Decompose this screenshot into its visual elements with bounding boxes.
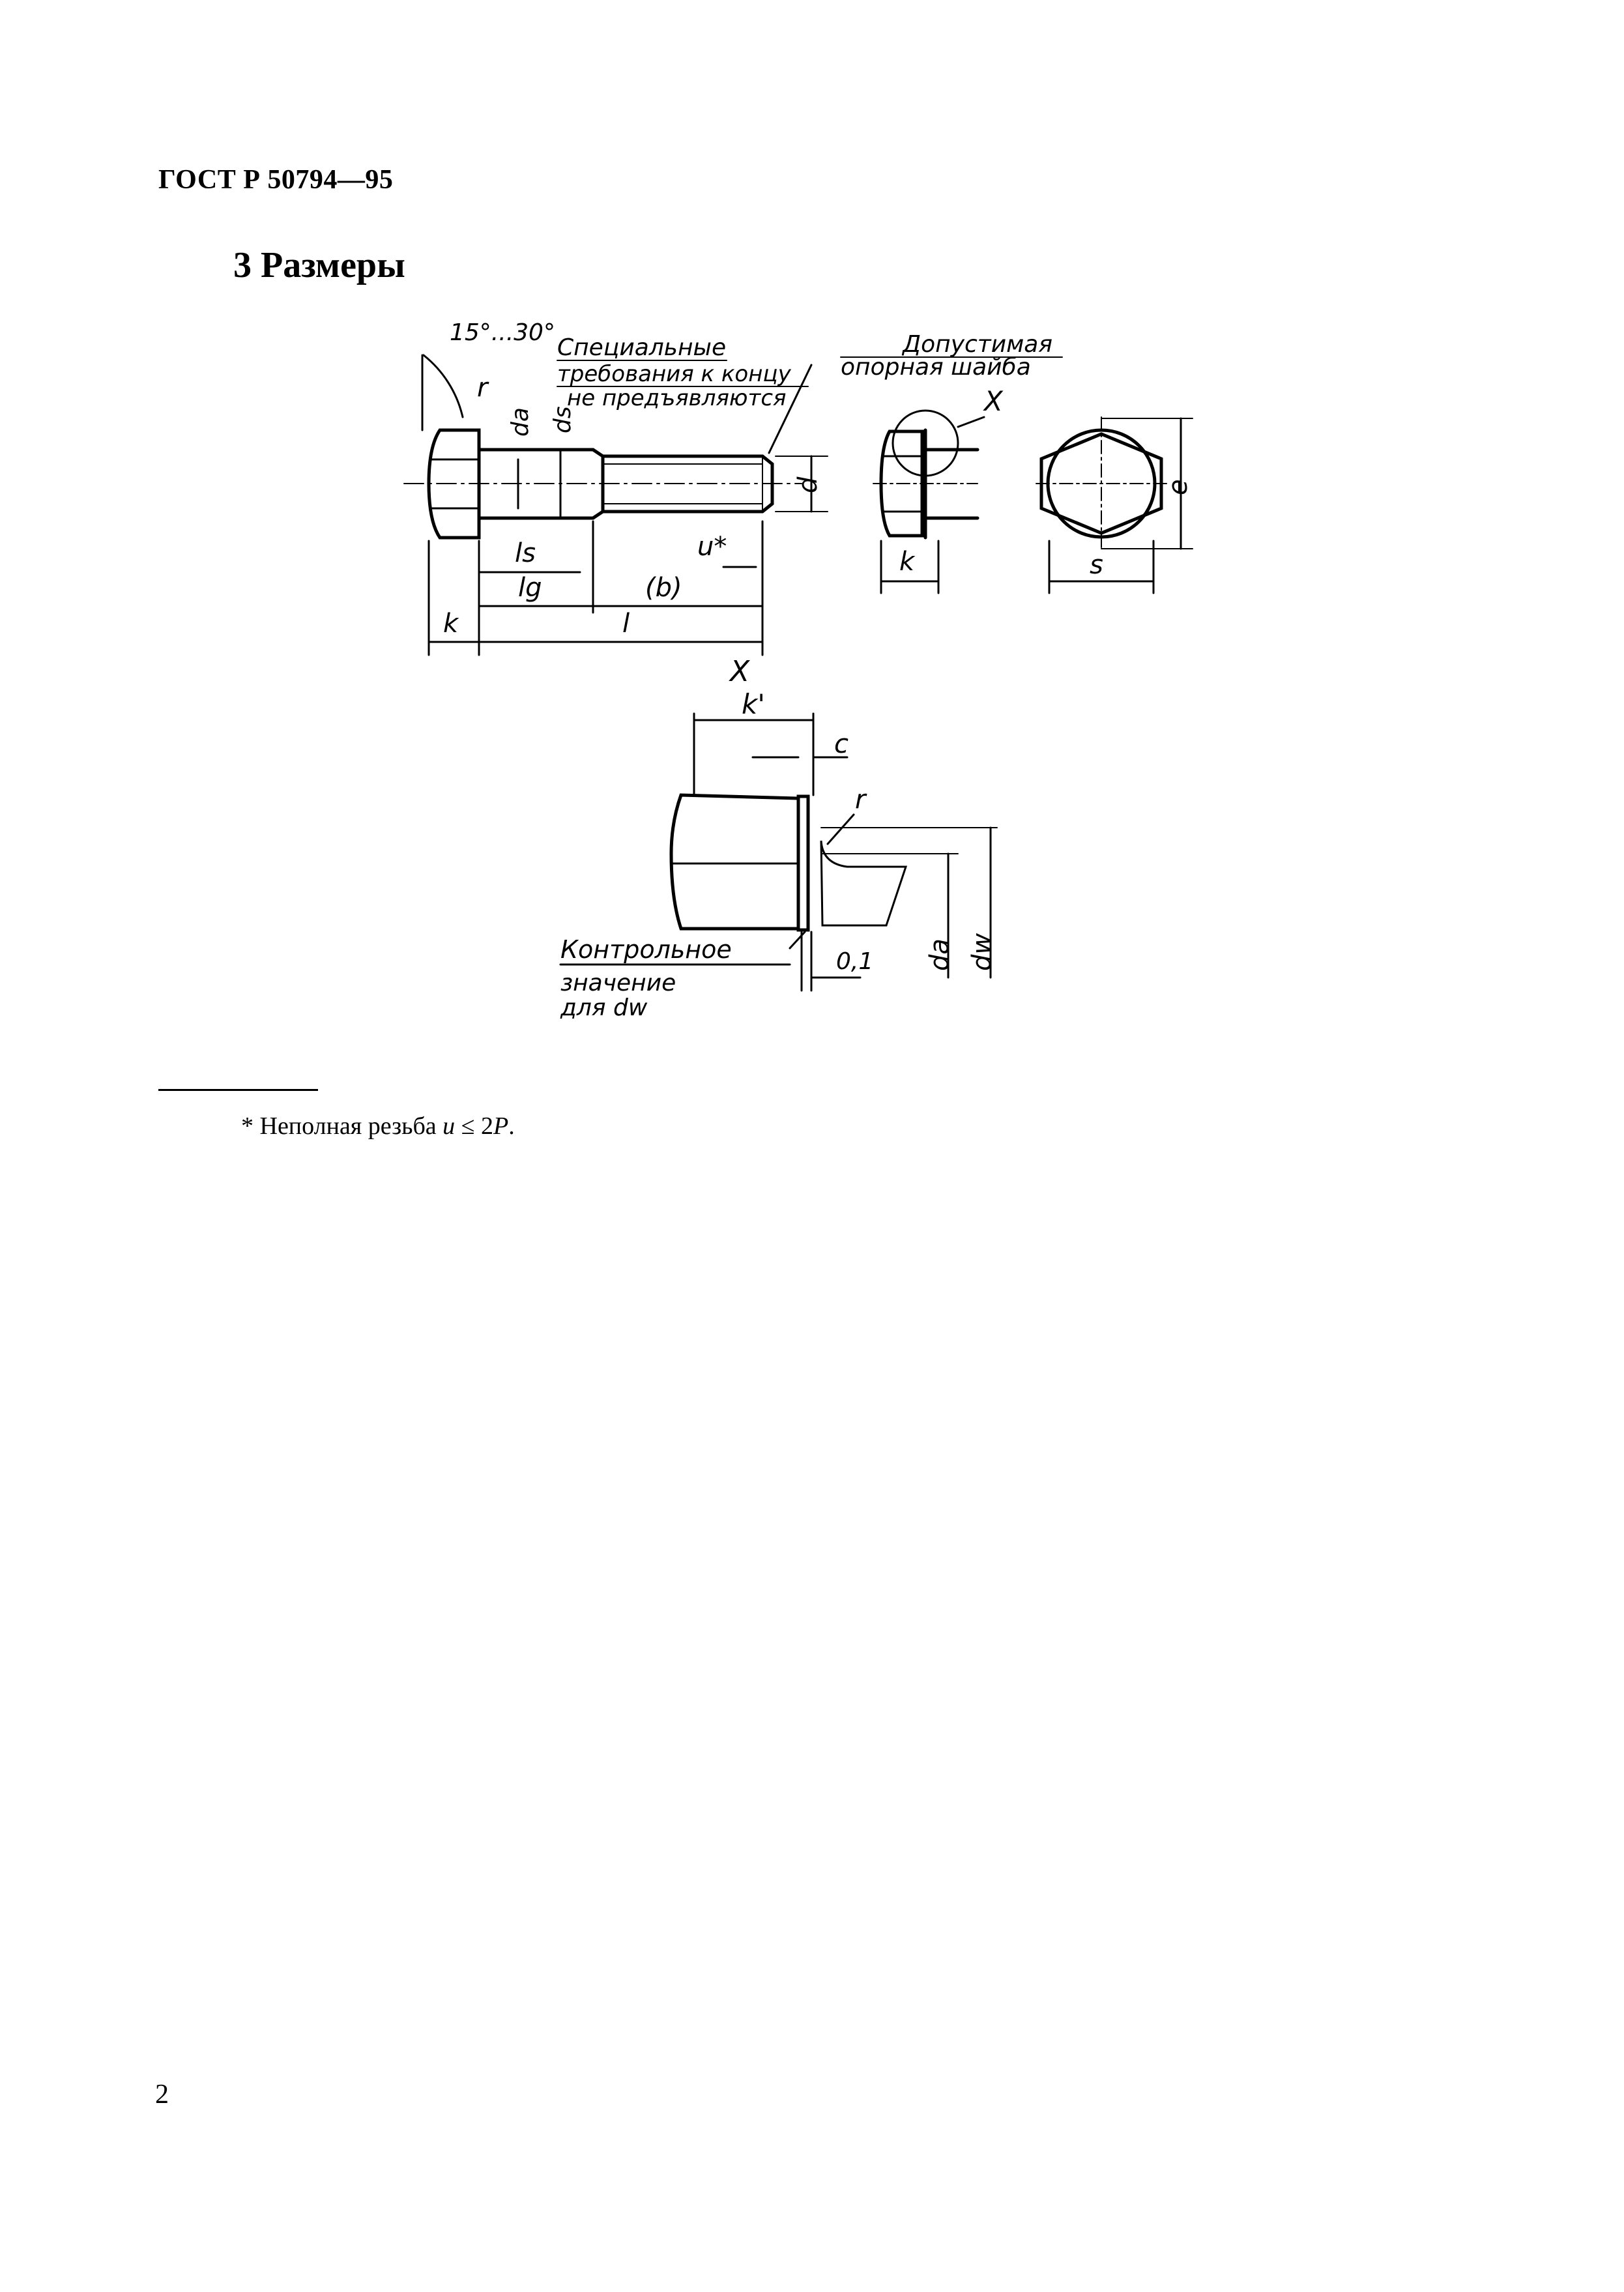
- dim-b: (b): [645, 573, 682, 603]
- note-special-1: Специальные: [557, 334, 727, 361]
- dim-k-prime: k': [742, 688, 765, 720]
- page-number: 2: [155, 2080, 169, 2110]
- footnote-relation: ≤ 2: [455, 1112, 494, 1140]
- note-control-3: для dw: [560, 994, 648, 1021]
- dim-da-detail: da: [925, 938, 955, 971]
- dim-k-end: k: [899, 547, 915, 577]
- footnote-var-u: u: [442, 1112, 456, 1140]
- angle-label: 15°...30°: [450, 319, 555, 346]
- dim-d: d: [793, 476, 823, 493]
- document-header: ГОСТ Р 50794—95: [158, 165, 394, 195]
- dim-l: l: [622, 609, 630, 639]
- dim-lg: lg: [518, 573, 542, 603]
- section-title: 3 Размеры: [233, 245, 405, 285]
- note-washer-1: Допустимая: [903, 331, 1053, 358]
- dim-u: u*: [697, 532, 727, 562]
- dim-s: s: [1090, 550, 1103, 580]
- footnote-rule: [158, 1089, 318, 1091]
- note-control-2: значение: [560, 970, 676, 996]
- footnote: [241, 1112, 515, 1140]
- note-special-2: требования к концу: [557, 361, 791, 387]
- footnote-var-p: P: [493, 1112, 509, 1140]
- note-control-1: Контрольное: [560, 935, 732, 964]
- dim-c: c: [834, 729, 848, 759]
- detail-x: [671, 795, 906, 930]
- note-special-3: не предъявляются: [567, 385, 787, 411]
- dim-k: k: [443, 609, 459, 639]
- dim-X-top: X: [984, 385, 1003, 417]
- note-washer-2: опорная шайба: [841, 354, 1031, 381]
- dim-r-detail: r: [855, 785, 866, 815]
- footnote-suffix: .: [508, 1112, 515, 1140]
- dim-ds: ds: [549, 406, 576, 433]
- dim-r: r: [477, 373, 488, 403]
- dim-e: e: [1163, 479, 1193, 495]
- dim-da: da: [507, 407, 534, 437]
- dim-ls: ls: [515, 538, 536, 568]
- dim-dw: dw: [967, 933, 997, 971]
- dim-tolerance: 0,1: [836, 948, 874, 975]
- dim-X-detail: X: [730, 655, 750, 688]
- footnote-prefix: * Неполная резьба: [241, 1112, 443, 1140]
